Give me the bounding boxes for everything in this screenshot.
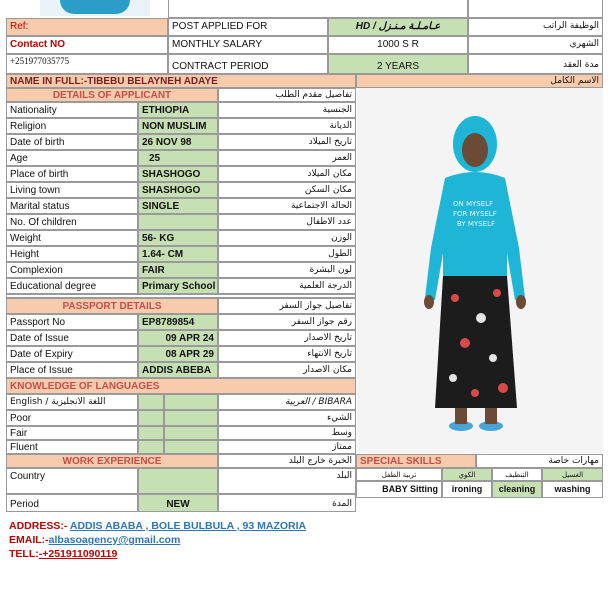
- top-photo-remnant: [40, 0, 150, 16]
- salary-ar: الشهري: [468, 36, 603, 54]
- passport-section-ar: تفاصيل جواز السفر: [218, 298, 356, 314]
- table-row-label: Passport No: [6, 314, 138, 330]
- table-row-label: Educational degree: [6, 278, 138, 294]
- full-name-ar: الاسم الكامل: [356, 74, 603, 88]
- skill-washing: washing: [542, 481, 603, 498]
- language-fair-label: Fair: [6, 426, 138, 440]
- table-row-label: Place of Issue: [6, 362, 138, 378]
- agency-email: EMAIL:-albasoagency@gmail.com: [9, 534, 181, 546]
- table-row-ar: عدد الاطفال: [218, 214, 356, 230]
- table-row-ar: تاريخ الانتهاء: [218, 346, 356, 362]
- table-row-ar: رقم جواز السفر: [218, 314, 356, 330]
- language-cell: [164, 410, 218, 426]
- table-row-label: No. Of children: [6, 214, 138, 230]
- table-row-value: [138, 214, 218, 230]
- svg-text:FOR MYSELF: FOR MYSELF: [453, 210, 497, 218]
- work-section-ar: الخبرة خارج البلد: [218, 454, 356, 468]
- applicant-section-header: DETAILS OF APPLICANT: [6, 88, 218, 102]
- table-row-ar: الحالة الاجتماعية: [218, 198, 356, 214]
- table-row-ar: مكان السكن: [218, 182, 356, 198]
- agency-tel: TELL:-+251911090119: [9, 548, 118, 560]
- table-row-value: FAIR: [138, 262, 218, 278]
- salary-value: 1000 S R: [328, 36, 468, 54]
- table-row-label: Marital status: [6, 198, 138, 214]
- language-poor-label: Poor: [6, 410, 138, 426]
- english-level-1: [138, 394, 164, 410]
- table-row-ar: الطول: [218, 246, 356, 262]
- country-value: [138, 468, 218, 494]
- svg-text:BY MYSELF: BY MYSELF: [457, 220, 496, 228]
- language-fluent-ar: ممتاز: [218, 440, 356, 454]
- svg-text:ON MYSELF: ON MYSELF: [453, 200, 494, 208]
- table-row-ar: الديانة: [218, 118, 356, 134]
- skill-ar-header: الكوي: [442, 468, 492, 481]
- work-section-header: WORK EXPERIENCE: [6, 454, 218, 468]
- table-row-label: Date of Issue: [6, 330, 138, 346]
- skill-baby-sitting: BABY Sitting: [356, 481, 442, 498]
- table-row-label: Complexion: [6, 262, 138, 278]
- contact-label: Contact NO: [6, 36, 168, 54]
- table-row-value: SHASHOGO: [138, 166, 218, 182]
- country-label: Country: [6, 468, 138, 494]
- table-row-value: Primary School: [138, 278, 218, 294]
- language-fluent-label: Fluent: [6, 440, 138, 454]
- table-row-value: EP8789854: [138, 314, 218, 330]
- period-ar: المدة: [218, 494, 356, 512]
- table-row-value: 09 APR 24: [138, 330, 218, 346]
- table-row-ar: تاريخ الميلاد: [218, 134, 356, 150]
- table-row-value: 26 NOV 98: [138, 134, 218, 150]
- email-link[interactable]: albasoagency@gmail.com: [48, 534, 181, 546]
- tel-link[interactable]: -+251911090119: [38, 548, 118, 560]
- passport-section-header: PASSPORT DETAILS: [6, 298, 218, 314]
- table-row-ar: مكان الميلاد: [218, 166, 356, 182]
- languages-section-header: KNOWLEDGE OF LANGUAGES: [6, 378, 356, 394]
- table-row-value: ADDIS ABEBA: [138, 362, 218, 378]
- table-row-label: Religion: [6, 118, 138, 134]
- period-value: NEW: [138, 494, 218, 512]
- table-row-ar: الجنسية: [218, 102, 356, 118]
- table-row-label: Place of birth: [6, 166, 138, 182]
- skill-ar-header: الغسيل: [542, 468, 603, 481]
- table-row-ar: العمر: [218, 150, 356, 166]
- applicant-photo: [357, 88, 603, 453]
- language-cell: [138, 440, 164, 454]
- salary-label: MONTHLY SALARY: [168, 36, 328, 54]
- skill-ar-header: تربية الطفل: [356, 468, 442, 481]
- table-row-ar: مكان الاصدار: [218, 362, 356, 378]
- skill-cleaning: cleaning: [492, 481, 542, 498]
- table-row-ar: الوزن: [218, 230, 356, 246]
- english-level-2: [164, 394, 218, 410]
- full-name: NAME IN FULL:-TIBEBU BELAYNEH ADAYE: [6, 74, 356, 88]
- table-row-value: 08 APR 29: [138, 346, 218, 362]
- period-label: Period: [6, 494, 138, 512]
- language-cell: [138, 410, 164, 426]
- language-cell: [138, 426, 164, 440]
- agency-address: ADDRESS:- ADDIS ABABA , BOLE BULBULA , 93 MAZORIA: [9, 520, 307, 532]
- table-row-value: NON MUSLIM: [138, 118, 218, 134]
- table-row-value: 56- KG: [138, 230, 218, 246]
- table-row-value: 1.64- CM: [138, 246, 218, 262]
- post-applied-label: POST APPLIED FOR: [168, 18, 328, 36]
- table-row-label: Date of birth: [6, 134, 138, 150]
- language-cell: [164, 426, 218, 440]
- table-row-ar: لون البشرة: [218, 262, 356, 278]
- contact-phone: +251977035775: [6, 54, 168, 74]
- person-photo-illustration: [357, 88, 603, 453]
- post-applied-value: HD / عـامـلـة مـنـزل: [328, 18, 468, 36]
- table-row-value: 25: [138, 150, 218, 166]
- language-poor-ar: الشيء: [218, 410, 356, 426]
- table-row-label: Date of Expiry: [6, 346, 138, 362]
- table-row-ar: تاريخ الاصدار: [218, 330, 356, 346]
- post-applied-ar: الوظيفة الراتب: [468, 18, 603, 36]
- table-row-label: Age: [6, 150, 138, 166]
- table-row-label: Nationality: [6, 102, 138, 118]
- skills-section-ar: مهارات خاصة: [476, 454, 603, 468]
- skill-ironing: ironing: [442, 481, 492, 498]
- language-cell: [164, 440, 218, 454]
- table-row-label: Height: [6, 246, 138, 262]
- address-link[interactable]: ADDIS ABABA , BOLE BULBULA , 93 MAZORIA: [69, 520, 307, 532]
- country-ar: البلد: [218, 468, 356, 494]
- skills-section-header: SPECIAL SKILLS: [356, 454, 476, 468]
- table-row-value: ETHIOPIA: [138, 102, 218, 118]
- skill-ar-header: التنظيف: [492, 468, 542, 481]
- english-label: English / اللغة الانجليزية: [6, 394, 138, 410]
- top-empty-cell: [168, 0, 468, 18]
- arabic-label: BIBARA / العربية: [218, 394, 356, 410]
- applicant-section-ar: تفاصيل مقدم الطلب: [218, 88, 356, 102]
- language-fair-ar: وسط: [218, 426, 356, 440]
- ref-label: Ref:: [6, 18, 168, 36]
- contract-value: 2 YEARS: [328, 54, 468, 74]
- table-row-value: SHASHOGO: [138, 182, 218, 198]
- table-row-value: SINGLE: [138, 198, 218, 214]
- table-row-label: Living town: [6, 182, 138, 198]
- table-row-label: Weight: [6, 230, 138, 246]
- contract-ar: مدة العقد: [468, 54, 603, 74]
- table-row-ar: الدرجة العلمية: [218, 278, 356, 294]
- top-empty-right: [468, 0, 603, 18]
- contract-label: CONTRACT PERIOD: [168, 54, 328, 74]
